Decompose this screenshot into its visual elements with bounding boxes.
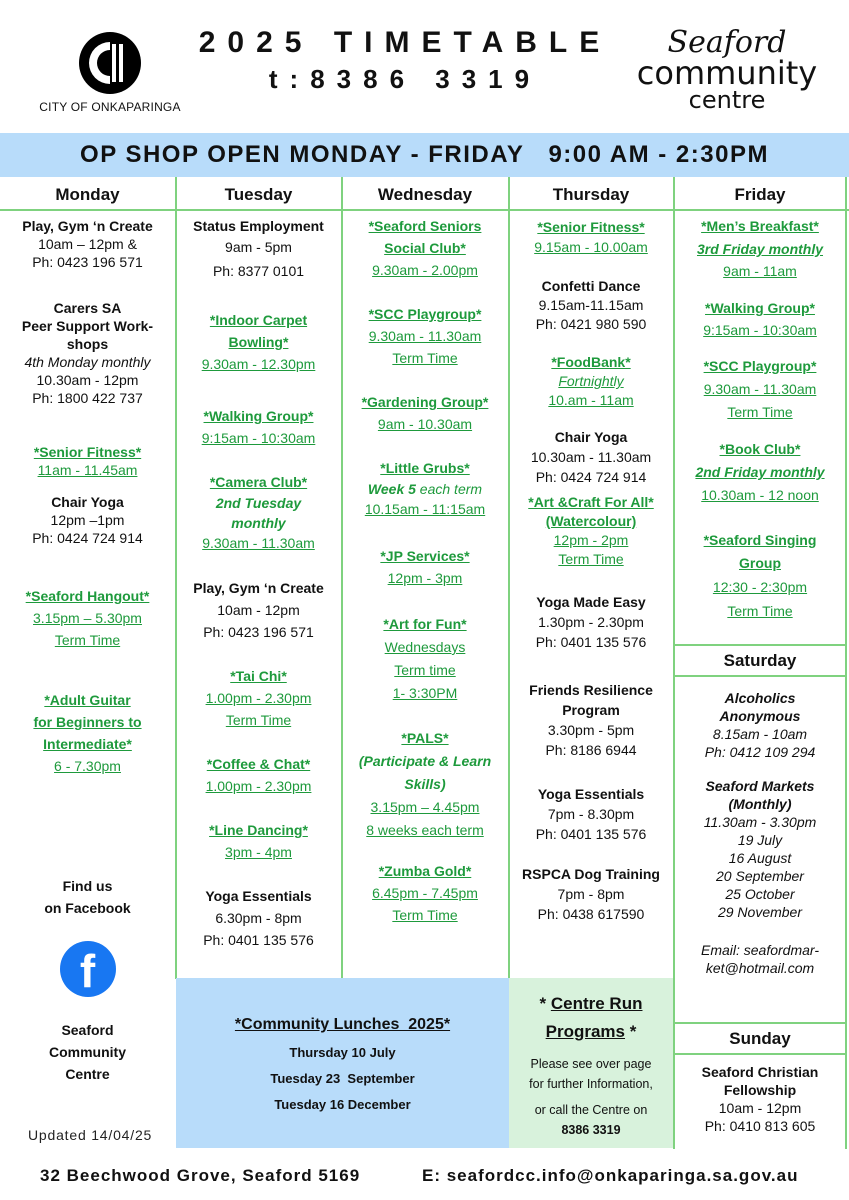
centre-run-title-line2: Programs (545, 1022, 626, 1041)
activity-time: 3.30pm - 5pm (547, 722, 635, 738)
activity-time[interactable]: 12:30 - 2:30pm (712, 579, 808, 595)
activity-link[interactable]: Social Club* (384, 240, 466, 256)
facebook-text: Find us (62, 878, 113, 894)
activity-link[interactable]: *Book Club* (719, 441, 801, 457)
day-header-tuesday: Tuesday (224, 185, 293, 204)
activity-title: Friends Resilience (529, 682, 653, 698)
activity-title: Seaford Christian (701, 1064, 819, 1080)
activity-frequency[interactable]: Fortnightly (558, 373, 624, 389)
activity-link[interactable]: *FoodBank* (551, 354, 631, 370)
activity-title: Carers SA (53, 300, 122, 316)
activity-link[interactable]: Skills) (404, 776, 446, 792)
activity-link[interactable]: *Men’s Breakfast* (701, 218, 819, 234)
activity-link[interactable]: *SCC Playgroup* (703, 358, 817, 374)
activity-link[interactable]: (Participate & Learn (358, 753, 492, 769)
activity-title: RSPCA Dog Training (522, 866, 660, 882)
thursday-column (509, 217, 673, 924)
activity-time[interactable]: 10.30am - 12 noon (701, 487, 819, 503)
activity-link[interactable]: *Adult Guitar (44, 692, 131, 708)
activity-time: 10.30am - 12pm (36, 372, 139, 388)
activity-link[interactable]: *Walking Group* (705, 300, 815, 316)
activity-frequency: 4th Monday monthly (24, 354, 151, 370)
asterisk: * (625, 1022, 637, 1041)
activity-term[interactable]: Term Time (558, 551, 624, 567)
activity-time: 1.30pm - 2.30pm (538, 614, 644, 630)
activity-time: 8.15am - 10am (712, 726, 808, 742)
activity-time: 10am – 12pm & (38, 236, 137, 252)
email-link[interactable]: E: seafordcc.info@onkaparinga.sa.gov.au (422, 1166, 799, 1185)
activity-time: 6.30pm - 8pm (215, 910, 302, 926)
activity-link[interactable]: (Watercolour) (545, 513, 637, 529)
activity-link[interactable]: Intermediate* (43, 736, 132, 752)
activity-time[interactable]: 6.45pm - 7.45pm (372, 885, 478, 901)
activity-title: Yoga Made Easy (536, 594, 646, 610)
grid-line (845, 177, 847, 1149)
centre-run-programs-box (509, 978, 673, 1148)
community-lunches-box (176, 978, 509, 1148)
activity-phone: Ph: 8186 6944 (545, 742, 637, 758)
activity-term[interactable]: Term Time (54, 632, 121, 648)
activity-time: 9.15am-11.15am (538, 297, 644, 313)
activity-time: 10am - 12pm (217, 602, 300, 618)
activity-phone: Ph: 0401 135 576 (535, 826, 647, 842)
info-line: or call the Centre on (534, 1103, 648, 1117)
activity-title: Play, Gym ‘n Create (22, 218, 153, 234)
activity-link[interactable]: *Gardening Group* (361, 394, 489, 410)
activity-link[interactable]: *Seaford Seniors (368, 218, 482, 234)
activity-term[interactable]: Term Time (392, 350, 458, 366)
activity-link[interactable]: *Indoor Carpet (209, 312, 308, 328)
activity-term[interactable]: Term Time (225, 712, 292, 728)
day-header-wednesday: Wednesday (377, 185, 473, 204)
activity-title: Alcoholics (724, 690, 796, 706)
activity-title: Status Employment (193, 218, 324, 234)
activity-time[interactable]: 3.15pm – 5.30pm (33, 610, 142, 626)
facebook-icon[interactable]: f (60, 941, 116, 997)
activity-time: 7pm - 8.30pm (547, 806, 635, 822)
activity-time[interactable]: 9.30am - 12.30pm (201, 356, 316, 372)
council-name: CITY OF ONKAPARINGA (39, 100, 181, 114)
seaford-community-centre-logo (622, 25, 832, 128)
activity-time[interactable]: 9am - 10.30am (377, 416, 473, 432)
city-of-onkaparinga-logo (30, 30, 190, 120)
activity-phone: Ph: 0438 617590 (537, 906, 645, 922)
footer (0, 1160, 849, 1196)
onkaparinga-logo-icon (77, 30, 143, 96)
activity-title: Program (562, 702, 620, 718)
activity-link[interactable]: *Seaford Hangout* (25, 588, 150, 604)
op-shop-banner: OP SHOP OPEN MONDAY - FRIDAY 9:00 AM - 2:30PM (0, 133, 849, 177)
centre-phone[interactable]: 8386 3319 (561, 1123, 621, 1137)
activity-time: 9am - 5pm (225, 239, 292, 255)
info-line: Please see over page (530, 1057, 652, 1071)
header (0, 0, 849, 132)
lunch-date: Tuesday 23 September (270, 1071, 415, 1086)
facebook-text: on Facebook (44, 900, 131, 916)
frequency-term[interactable]: each term (415, 481, 483, 497)
saturday-column (675, 689, 845, 977)
activity-link[interactable]: *PALS* (401, 730, 449, 746)
activity-time[interactable]: 3.15pm – 4.45pm (370, 799, 480, 815)
centre-run-info (509, 1054, 673, 1140)
activity-link[interactable]: *Line Dancing* (209, 822, 308, 838)
lunch-date: Tuesday 16 December (274, 1097, 411, 1112)
activity-time[interactable]: 1- 3:30PM (392, 685, 458, 701)
activity-phone: Ph: 8377 0101 (212, 263, 305, 279)
activity-title: Chair Yoga (554, 429, 628, 445)
activity-time[interactable]: 6 - 7.30pm (54, 758, 121, 774)
grid-line (673, 675, 847, 677)
activity-time[interactable]: 9:15am - 10:30am (201, 430, 316, 446)
activity-term[interactable]: Term Time (727, 603, 793, 619)
activity-time: 11.30am - 3.30pm (703, 814, 817, 830)
activity-title: Peer Support Work- (21, 318, 154, 334)
title-block (190, 26, 620, 95)
activity-link[interactable]: *Senior Fitness* (537, 219, 645, 235)
activity-frequency[interactable]: 3rd Friday monthly (696, 241, 824, 257)
activity-link[interactable]: *Walking Group* (203, 408, 314, 424)
activity-title: Fellowship (723, 1082, 797, 1098)
activity-phone: Ph: 0423 196 571 (203, 624, 314, 640)
activity-frequency[interactable]: monthly (231, 515, 286, 531)
activity-phone: Ph: 0421 980 590 (535, 316, 647, 332)
activity-link[interactable]: *Art for Fun* (383, 616, 467, 632)
activity-time[interactable]: 9am - 11am (723, 263, 797, 279)
day-header-thursday: Thursday (552, 185, 630, 204)
activity-frequency[interactable]: Wednesdays (384, 639, 466, 655)
market-date: 29 November (717, 904, 803, 920)
activity-term[interactable]: Term time (394, 662, 456, 678)
activity-term[interactable]: 8 weeks each term (366, 822, 484, 838)
activity-phone: Ph: 0424 724 914 (535, 469, 647, 485)
activity-time[interactable]: 9.15am - 10.00am (534, 239, 648, 255)
activity-time[interactable]: 3pm - 4pm (225, 844, 292, 860)
address: 32 Beechwood Grove, Seaford 5169 (40, 1166, 361, 1185)
activity-time[interactable]: 12pm - 3pm (387, 570, 463, 586)
activity-time: 10am - 12pm (718, 1100, 802, 1116)
tuesday-column (176, 217, 341, 951)
activity-phone: Ph: 0424 724 914 (32, 530, 143, 546)
activity-link[interactable]: *Senior Fitness* (33, 444, 142, 460)
activity-time[interactable]: 9.30am - 11.30am (703, 381, 817, 397)
lunch-date: Thursday 10 July (289, 1045, 396, 1060)
activity-phone: Ph: 0412 109 294 (704, 744, 816, 760)
activity-time[interactable]: 10.am - 11am (548, 392, 634, 408)
activity-link[interactable]: *Zumba Gold* (378, 863, 472, 879)
activity-time[interactable]: 1.00pm - 2.30pm (205, 778, 312, 794)
friday-column (675, 215, 845, 623)
activity-frequency[interactable]: 2nd Tuesday (215, 495, 302, 511)
activity-link[interactable]: Group (739, 555, 781, 571)
activity-time: 10.30am - 11.30am (530, 449, 652, 465)
day-header-sunday: Sunday (729, 1029, 791, 1048)
phone-number: t:8386 3319 (268, 64, 542, 94)
activity-title: Yoga Essentials (537, 786, 645, 802)
activity-title: Seaford Markets (705, 778, 815, 794)
market-email[interactable]: Email: seafordmar- (700, 942, 819, 958)
activity-time: 7pm - 8pm (557, 886, 625, 902)
asterisk: * (539, 994, 551, 1013)
frequency-week[interactable]: Week 5 (367, 481, 416, 497)
activity-title: Anonymous (719, 708, 801, 724)
facebook-page-name: Centre (65, 1066, 110, 1082)
sunday-column (675, 1063, 845, 1135)
activity-term[interactable]: Term Time (727, 404, 793, 420)
activity-phone: Ph: 0401 135 576 (203, 932, 314, 948)
info-line: for further Information, (529, 1077, 653, 1091)
activity-link[interactable]: for Beginners to (33, 714, 142, 730)
activity-time[interactable]: 1.00pm - 2.30pm (205, 690, 312, 706)
logo-line-3: centre (688, 86, 766, 114)
activity-link[interactable]: *Little Grubs* (380, 460, 470, 476)
market-email[interactable]: ket@hotmail.com (705, 960, 815, 976)
activity-title: Play, Gym ‘n Create (193, 580, 324, 596)
grid-line (673, 644, 847, 646)
facebook-page-name: Seaford (61, 1022, 114, 1038)
activity-link[interactable]: *Coffee & Chat* (206, 756, 311, 772)
monday-column (0, 217, 175, 1085)
activity-link[interactable]: *SCC Playgroup* (368, 306, 482, 322)
activity-title: Yoga Essentials (205, 888, 312, 904)
market-date: 20 September (716, 868, 804, 884)
activity-link[interactable]: *JP Services* (380, 548, 470, 564)
page-title: 2025 TIMETABLE (198, 26, 612, 59)
day-header-friday: Friday (734, 185, 786, 204)
activity-time[interactable]: 9.30am - 11.30am (368, 328, 482, 344)
facebook-page-name: Community (49, 1044, 126, 1060)
wednesday-column (342, 215, 508, 926)
logo-line-1: Seaford (667, 25, 787, 60)
activity-term[interactable]: Term Time (392, 907, 458, 923)
day-header-saturday: Saturday (723, 651, 797, 670)
activity-link[interactable]: *Seaford Singing (703, 532, 817, 548)
activity-link[interactable]: *Art &Craft For All* (528, 494, 654, 510)
day-header-monday: Monday (55, 185, 120, 204)
market-date: 25 October (725, 886, 795, 902)
activity-title: shops (66, 336, 109, 352)
updated-date: Updated 14/04/25 (28, 1127, 153, 1143)
activity-time[interactable]: 9.30am - 2.00pm (372, 262, 478, 278)
activity-frequency[interactable]: 2nd Friday monthly (695, 464, 825, 480)
centre-run-title-line1: Centre Run (550, 994, 643, 1013)
activity-phone: Ph: 0423 196 571 (32, 254, 143, 270)
activity-time[interactable]: 9.30am - 11.30am (202, 535, 315, 551)
grid-line (673, 1053, 847, 1055)
activity-phone: Ph: 1800 422 737 (32, 390, 143, 406)
activity-title: (Monthly) (728, 796, 792, 812)
grid-line (673, 1022, 847, 1024)
activity-title: Chair Yoga (51, 494, 124, 510)
logo-line-2: community (636, 54, 818, 92)
activity-time[interactable]: 11am - 11.45am (37, 462, 138, 478)
lunches-title: *Community Lunches 2025* (234, 1016, 451, 1033)
grid-line (0, 209, 849, 211)
activity-time[interactable]: 12pm - 2pm (553, 532, 629, 548)
activity-frequency[interactable] (342, 479, 508, 499)
activity-phone: Ph: 0410 813 605 (704, 1118, 816, 1134)
activity-title: Confetti Dance (541, 278, 641, 294)
market-date: 19 July (737, 832, 783, 848)
activity-phone: Ph: 0401 135 576 (535, 634, 647, 650)
activity-time[interactable]: 9:15am - 10:30am (703, 322, 817, 338)
activity-link[interactable]: *Camera Club* (209, 474, 308, 490)
activity-time[interactable]: 10.15am - 11:15am (364, 501, 486, 517)
activity-link[interactable]: Bowling* (228, 334, 289, 350)
market-date: 16 August (728, 850, 792, 866)
activity-time: 12pm –1pm (50, 512, 125, 528)
activity-link[interactable]: *Tai Chi* (230, 668, 287, 684)
centre-run-title (509, 990, 673, 1046)
